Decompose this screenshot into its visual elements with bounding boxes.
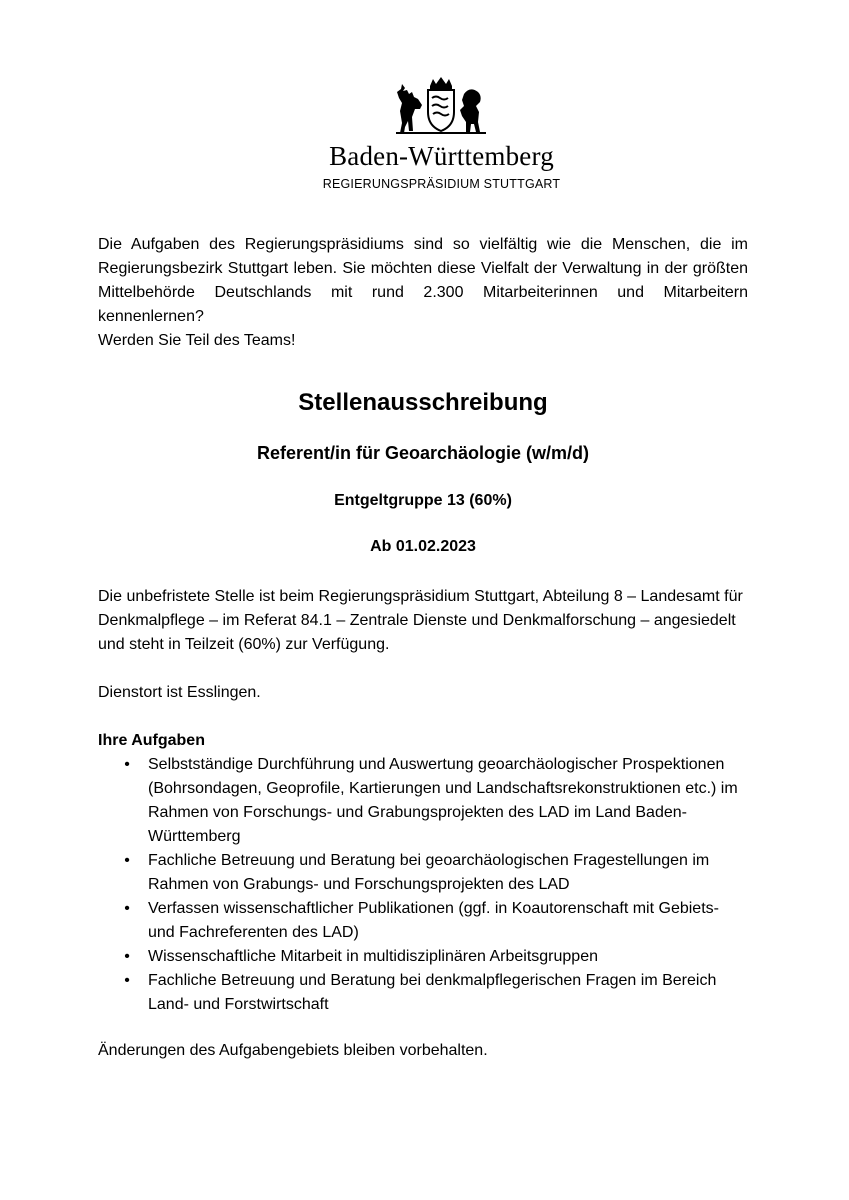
job-title: Referent/in für Geoarchäologie (w/m/d) xyxy=(256,443,590,463)
work-location: Dienstort ist Esslingen. xyxy=(98,684,261,701)
intro-line: Werden Sie Teil des Teams! xyxy=(98,332,296,349)
document-body xyxy=(98,233,748,1063)
footer-note: Änderungen des Aufgabengebiets bleiben vorbehalten. xyxy=(98,1042,488,1059)
authority-name: REGIERUNGSPRÄSIDIUM STUTTGART xyxy=(322,177,561,191)
list-item-line: Land- und Forstwirtschaft xyxy=(148,996,329,1013)
coat-of-arms-icon xyxy=(392,76,490,136)
bullet-icon: • xyxy=(124,972,130,989)
list-item-line: Fachliche Betreuung und Beratung bei denkmalpflegerischen Fragen im Bereich xyxy=(148,972,717,989)
page-title: Stellenausschreibung xyxy=(298,389,548,416)
intro-paragraph xyxy=(98,233,748,353)
description-line: Die unbefristete Stelle ist beim Regierungspräsidium Stuttgart, Abteilung 8 – Landesamt für xyxy=(98,588,743,605)
bullet-icon: • xyxy=(124,756,130,773)
list-item-line: Rahmen von Grabungs- und Forschungsprojekten des LAD xyxy=(148,876,570,893)
intro-line: Mittelbehörde Deutschlands mit rund 2.300 Mitarbeiterinnen und Mitarbeitern kennenlernen? xyxy=(98,284,748,325)
state-name: Baden-Württemberg xyxy=(329,141,554,171)
intro-line: Regierungsbezirk Stuttgart leben. Sie möchten diese Vielfalt der Verwaltung in der größten xyxy=(98,260,748,277)
intro-line: Die Aufgaben des Regierungspräsidiums sind so vielfältig wie die Menschen, die im xyxy=(98,236,748,253)
tasks-list xyxy=(98,753,748,1017)
list-item-line: und Fachreferenten des LAD) xyxy=(148,924,359,941)
list-item xyxy=(98,849,748,897)
pay-grade: Entgeltgruppe 13 (60%) xyxy=(334,492,512,509)
list-item xyxy=(98,897,748,945)
start-date: Ab 01.02.2023 xyxy=(370,538,476,555)
list-item-line: Wissenschaftliche Mitarbeit in multidisziplinären Arbeitsgruppen xyxy=(148,948,598,965)
list-item-line: Rahmen von Forschungs- und Grabungsprojekten des LAD im Land Baden- xyxy=(148,804,687,821)
position-description xyxy=(98,585,748,657)
list-item xyxy=(98,969,748,1017)
bullet-icon: • xyxy=(124,948,130,965)
letterhead xyxy=(0,76,849,196)
list-item-line: Selbstständige Durchführung und Auswertung geoarchäologischer Prospektionen xyxy=(148,756,725,773)
list-item xyxy=(98,945,748,969)
bullet-icon: • xyxy=(124,852,130,869)
list-item-line: Fachliche Betreuung und Beratung bei geoarchäologischen Fragestellungen im xyxy=(148,852,710,869)
list-item-line: Württemberg xyxy=(148,828,241,845)
description-line: Denkmalpflege – im Referat 84.1 – Zentrale Dienste und Denkmalforschung – angesiedelt xyxy=(98,612,736,629)
bullet-icon: • xyxy=(124,900,130,917)
list-item-line: Verfassen wissenschaftlicher Publikationen (ggf. in Koautorenschaft mit Gebiets- xyxy=(148,900,719,917)
list-item xyxy=(98,753,748,849)
description-line: und steht in Teilzeit (60%) zur Verfügung. xyxy=(98,636,390,653)
list-item-line: (Bohrsondagen, Geoprofile, Kartierungen und Landschaftsrekonstruktionen etc.) im xyxy=(148,780,738,797)
tasks-heading: Ihre Aufgaben xyxy=(98,732,205,749)
